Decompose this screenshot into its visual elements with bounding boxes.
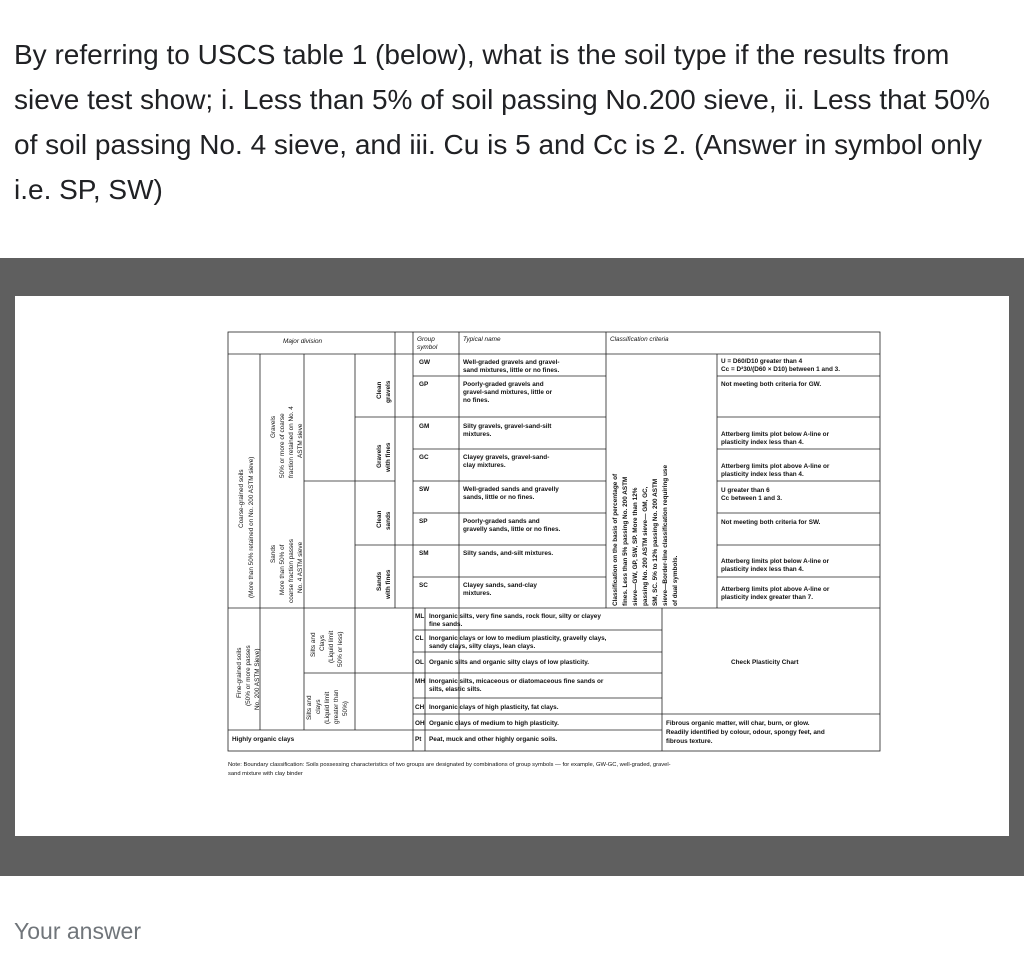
coarse-grained-sublabel: (More than 50% retained on No. 200 ASTM sieve) [248, 456, 255, 598]
symbol-cl: CL [415, 635, 424, 642]
name-ml-2: fine sands. [429, 621, 463, 628]
criteria-gm-2: plasticity index less than 4. [721, 439, 804, 446]
criteria-gm-1: Atterberg limits plot below A-line or [721, 431, 830, 438]
symbol-oh: OH [415, 720, 425, 727]
symbol-mh: MH [415, 678, 425, 685]
symbol-ol: OL [415, 659, 424, 666]
low-ll-label-4: 50% or less) [337, 631, 344, 667]
symbol-sc: SC [419, 582, 428, 589]
header-classification-criteria: Classification criteria [610, 336, 669, 343]
criteria-column [666, 358, 840, 745]
gravels-fines-sublabel: with fines [385, 442, 392, 472]
criteria-sw-1: U greater than 6 [721, 487, 770, 494]
coarse-rows [419, 359, 561, 597]
question-text: By referring to USCS table 1 (below), what is the soil type if the results from sieve test show; i. Less than 5% of soil passing No.200 sieve, ii. Less that 50% of soil passing No. 4 sieve, and iii. Cu is 5 and Cc is 2. (Answer in symbol only i.e. SP, SW) [14, 39, 990, 205]
name-sp-2: gravelly sands, little or no fines. [463, 526, 561, 533]
name-gp-1: Poorly-graded gravels and [463, 381, 544, 388]
high-ll-label-1: Silts and [306, 695, 313, 720]
clean-gravels-label: Clean [376, 381, 383, 399]
clean-sands-sublabel: sands [385, 511, 392, 530]
name-gw-2: sand mixtures, little or no fines. [463, 367, 560, 374]
symbol-sw: SW [419, 486, 430, 493]
symbol-sm: SM [419, 550, 429, 557]
symbol-gp: GP [419, 381, 429, 388]
high-ll-label-4: greater than [333, 689, 340, 724]
name-sc-1: Clayey sands, sand-clay [463, 582, 537, 589]
gravels-label: Gravels [270, 415, 277, 438]
header-symbol: symbol [417, 344, 438, 351]
low-ll-label-2: Clays [319, 635, 326, 651]
answer-label: Your answer [14, 918, 142, 944]
low-ll-label-1: Silts and [310, 632, 317, 657]
gravels-sublabel-3: ASTM sieve [297, 423, 304, 458]
criteria-sp: Not meeting both criteria for SW. [721, 519, 821, 526]
high-ll-label-5: 50%) [342, 701, 349, 716]
clean-gravels-sublabel: gravels [385, 380, 392, 403]
coarse-grained-label: Coarse-grained soils [238, 469, 245, 528]
criteria-gw-1: U = D60/D10 greater than 4 [721, 358, 803, 365]
name-gc-1: Clayey gravels, gravel-sand- [463, 454, 550, 461]
sands-fines-label: Sands [376, 571, 383, 591]
organic-label: Highly organic clays [232, 736, 295, 743]
header-group: Group [417, 336, 435, 343]
low-ll-label-3: (Liquid limit [328, 630, 335, 663]
sands-sublabel-2: coarse fraction passes [288, 539, 295, 603]
symbol-sp: SP [419, 518, 428, 525]
name-sc-2: mixtures. [463, 590, 492, 597]
header-typical-name: Typical name [463, 336, 501, 343]
table-note-line-1: Note: Boundary classification: Soils possessing characteristics of two groups are designated by combinations of group symbols — for example, GW-GC, well-graded, gravel- [228, 762, 671, 768]
fine-grained-sublabel-2: No. 200 ASTM Sieve) [254, 648, 261, 710]
criteria-pt-2: Readily identified by colour, odour, spongy feet, and [666, 729, 825, 736]
gravels-fines-label: Gravels [376, 444, 383, 468]
criteria-sc-1: Atterberg limits plot above A-line or [721, 586, 830, 593]
name-gm-1: Silty gravels, gravel-sand-silt [463, 423, 552, 430]
sands-sublabel-3: No. 4 ASTM sieve [297, 541, 304, 593]
high-ll-label-2: clays [315, 699, 322, 714]
symbol-ml: ML [415, 613, 425, 620]
name-sw-2: sands, little or no fines. [463, 494, 535, 501]
criteria-fine-check-chart: Check Plasticity Chart [731, 659, 799, 666]
symbol-gw: GW [419, 359, 431, 366]
criteria-gw-2: Cc = D²30/(D60 × D10) between 1 and 3. [721, 366, 840, 373]
fines-note-line-5: SM, SC. 5% to 12% passing No. 200 ASTM [652, 478, 659, 606]
name-cl-2: sandy clays, silty clays, lean clays. [429, 643, 536, 650]
uscs-table [225, 328, 889, 798]
criteria-pt-1: Fibrous organic matter, will char, burn, or glow. [666, 720, 810, 727]
criteria-sw-2: Cc between 1 and 3. [721, 495, 783, 502]
high-ll-label-3: (Liquid limit [324, 691, 331, 724]
name-mh-2: silts, elastic silts. [429, 686, 482, 693]
fine-grained-sublabel-1: (50% or more passes [245, 645, 252, 706]
name-gp-2: gravel-sand mixtures, little or [463, 389, 553, 396]
criteria-gp: Not meeting both criteria for GW. [721, 381, 822, 388]
name-cl-1: Inorganic clays or low to medium plasticity, gravelly clays, [429, 635, 607, 642]
name-mh-1: Inorganic silts, micaceous or diatomaceous fine sands or [429, 678, 604, 685]
clean-sands-label: Clean [376, 510, 383, 528]
symbol-pt: Pt [415, 736, 422, 743]
sands-sublabel-1: More than 50% of [279, 544, 286, 595]
name-sm-1: Silty sands, and-silt mixtures. [463, 550, 554, 557]
fine-grained-label: Fine-grained soils [236, 647, 243, 698]
sands-fines-sublabel: with fines [385, 569, 392, 599]
criteria-sm-2: plasticity index less than 4. [721, 566, 804, 573]
name-ol-1: Organic silts and organic silty clays of low plasticity. [429, 659, 590, 666]
table-note-line-2: sand mixture with clay binder [228, 771, 303, 777]
criteria-sm-1: Atterberg limits plot below A-line or [721, 558, 830, 565]
fines-note-line-4: passing No. 200 ASTM sieve— GM, GC, [642, 486, 649, 606]
name-ml-1: Inorganic silts, very fine sands, rock flour, silty or clayey [429, 613, 601, 620]
fines-note-line-3: sieve—GW, GP, SW, SP. More than 12% [632, 487, 639, 606]
gravels-sublabel-1: 50% or more of coarse [279, 413, 286, 478]
name-pt: Peat, muck and other highly organic soils. [429, 736, 558, 743]
name-gm-2: mixtures. [463, 431, 492, 438]
name-gp-3: no fines. [463, 397, 490, 404]
criteria-sc-2: plasticity index greater than 7. [721, 594, 813, 601]
name-oh-1: Organic clays of medium to high plasticity. [429, 720, 559, 727]
criteria-pt-3: fibrous texture. [666, 738, 713, 745]
symbol-gc: GC [419, 454, 429, 461]
name-sw-1: Well-graded sands and gravelly [463, 486, 559, 493]
name-sp-1: Poorly-graded sands and [463, 518, 540, 525]
fines-note-line-6: sieve—Border-line classification requiring use [662, 465, 669, 606]
header-major-division: Major division [283, 338, 323, 345]
fines-note-line-2: fines. Less than 5% passing No. 200 ASTM [622, 476, 629, 606]
criteria-gc-2: plasticity index less than 4. [721, 471, 804, 478]
symbol-ch: CH [415, 704, 425, 711]
fines-note-line-7: of dual symbols. [672, 555, 679, 606]
criteria-gc-1: Atterberg limits plot above A-line or [721, 463, 830, 470]
name-gc-2: clay mixtures. [463, 462, 506, 469]
figure-frame [0, 258, 1024, 876]
sands-label: Sands [270, 544, 277, 563]
figure-image [15, 296, 1009, 836]
name-gw-1: Well-graded gravels and gravel- [463, 359, 560, 366]
symbol-gm: GM [419, 423, 430, 430]
uscs-table-drawing [225, 328, 889, 798]
name-ch-1: Inorganic clays of high plasticity, fat clays. [429, 704, 559, 711]
fine-rows [232, 613, 607, 743]
gravels-sublabel-2: fraction retained on No. 4 [288, 406, 295, 478]
fines-note-line-1: Classification on the basis of percentage of [612, 473, 619, 606]
fines-note [612, 465, 679, 606]
